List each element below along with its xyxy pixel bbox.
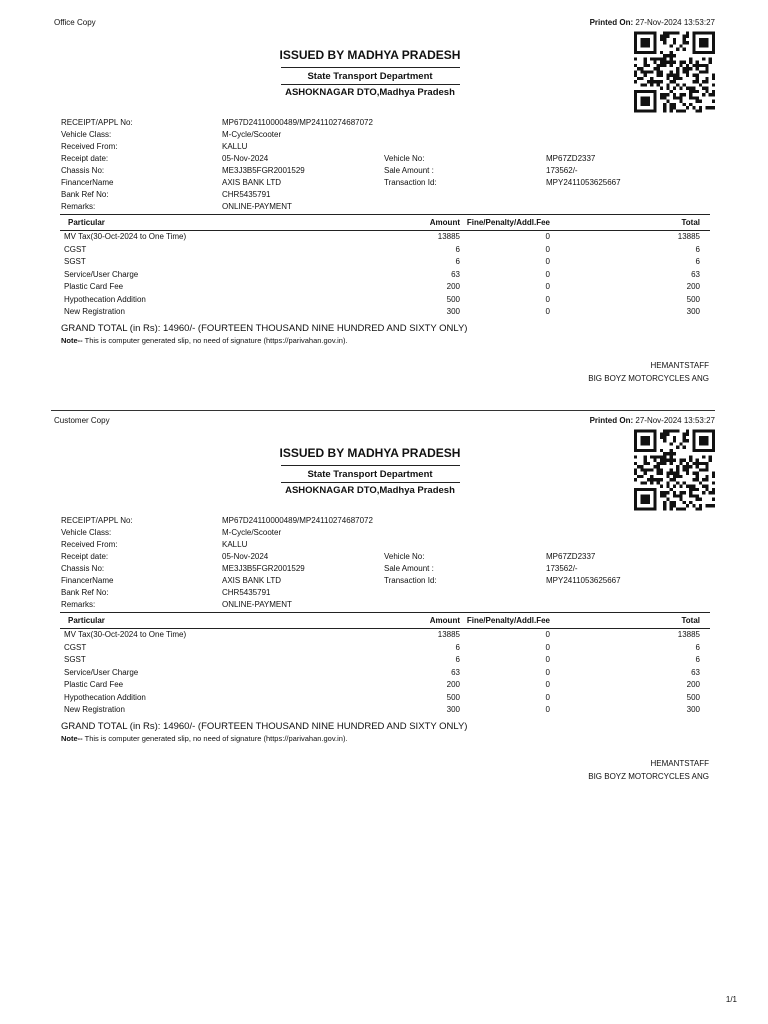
row-fine: 0 (545, 680, 550, 689)
table-row (60, 244, 710, 257)
row-particular: Service/User Charge (64, 269, 139, 279)
sale-amount-value: 173562/- (546, 564, 578, 573)
receipt-appl-label: RECEIPT/APPL No: (61, 516, 133, 525)
vehicle-no-value: MP67ZD2337 (546, 552, 596, 561)
row-fine: 0 (545, 232, 550, 241)
printed-on-label: Printed On: (589, 18, 634, 27)
printed-on (590, 18, 715, 27)
dealer-name: BIG BOYZ MOTORCYCLES ANG (588, 374, 709, 383)
receipt-details (61, 118, 721, 214)
vehicle-class-label: Vehicle Class: (61, 528, 112, 537)
receipt-date-value: 05-Nov-2024 (222, 154, 269, 163)
qr-code-icon (634, 30, 715, 114)
row-particular: CGST (64, 244, 87, 254)
department-name: State Transport Department (307, 71, 433, 82)
note-label: Note-- (61, 336, 83, 345)
financer-value: AXIS BANK LTD (222, 576, 281, 585)
vehicle-class-label: Vehicle Class: (61, 130, 112, 139)
col-particular: Particular (68, 218, 105, 227)
bank-ref-label: Bank Ref No: (61, 190, 109, 199)
table-row (60, 231, 710, 244)
row-amount: 500 (446, 692, 460, 702)
row-total: 200 (686, 680, 700, 689)
sale-amount-label: Sale Amount : (384, 166, 434, 175)
remarks-label: Remarks: (61, 600, 96, 609)
row-total: 300 (686, 705, 700, 714)
row-particular: New Registration (64, 307, 125, 316)
dealer-name: BIG BOYZ MOTORCYCLES ANG (588, 772, 709, 781)
chassis-label: Chassis No: (61, 166, 105, 175)
row-total: 300 (686, 307, 700, 316)
vehicle-no-label: Vehicle No: (384, 552, 425, 561)
col-total: Total (681, 616, 700, 625)
receipt-details (61, 516, 721, 612)
remarks-label: Remarks: (61, 202, 96, 211)
row-particular: New Registration (64, 705, 125, 714)
table-row (60, 667, 710, 680)
bank-ref-label: Bank Ref No: (61, 588, 109, 597)
received-from-label: Received From: (61, 540, 118, 549)
row-amount: 63 (451, 269, 460, 279)
row-particular: SGST (64, 257, 86, 266)
office-name: ASHOKNAGAR DTO,Madhya Pradesh (285, 485, 455, 496)
col-amount: Amount (429, 616, 460, 625)
table-row (60, 692, 710, 705)
row-fine: 0 (545, 269, 550, 279)
row-total: 63 (691, 667, 700, 677)
issuing-user: HEMANTSTAFF (650, 361, 709, 370)
footnote (61, 336, 348, 345)
row-particular: MV Tax(30-Oct-2024 to One Time) (64, 232, 187, 241)
table-row (60, 269, 710, 282)
row-amount: 200 (446, 680, 460, 689)
header-divider (281, 482, 460, 483)
header-divider (281, 67, 460, 68)
note-text: This is computer generated slip, no need of signature (https://parivahan.gov.in). (82, 336, 348, 345)
row-fine: 0 (545, 667, 550, 677)
row-particular: CGST (64, 642, 87, 652)
row-fine: 0 (545, 282, 550, 291)
footnote (61, 734, 348, 743)
department-name: State Transport Department (307, 469, 433, 480)
table-row (60, 704, 710, 717)
vehicle-no-label: Vehicle No: (384, 154, 425, 163)
copy-label: Office Copy (54, 18, 96, 27)
header-divider (281, 84, 460, 85)
issuing-user: HEMANTSTAFF (650, 759, 709, 768)
receipt-appl-value: MP67D24110000489/MP24110274687072 (222, 516, 373, 525)
office-copy-receipt (0, 0, 768, 400)
grand-total: GRAND TOTAL (in Rs): 14960/- (FOURTEEN THOUSAND NINE HUNDRED AND SIXTY ONLY) (61, 721, 468, 732)
bank-ref-value: CHR5435791 (222, 588, 271, 597)
row-fine: 0 (545, 307, 550, 316)
bank-ref-value: CHR5435791 (222, 190, 271, 199)
col-fine: Fine/Penalty/Addl.Fee (466, 616, 550, 625)
transaction-value: MPY2411053625667 (546, 178, 621, 187)
remarks-value: ONLINE-PAYMENT (222, 202, 292, 211)
row-amount: 13885 (437, 630, 460, 639)
row-amount: 13885 (437, 232, 460, 241)
received-from-value: KALLU (222, 540, 248, 549)
table-row (60, 679, 710, 692)
chassis-value: ME3J3B5FGR2001529 (222, 564, 305, 573)
row-fine: 0 (545, 244, 550, 254)
header-divider (281, 465, 460, 466)
col-amount: Amount (429, 218, 460, 227)
customer-copy-receipt (0, 398, 768, 798)
row-particular: Service/User Charge (64, 667, 139, 677)
row-fine: 0 (545, 642, 550, 652)
vehicle-class-value: M-Cycle/Scooter (222, 130, 282, 139)
col-particular: Particular (68, 616, 105, 625)
row-total: 6 (695, 244, 700, 254)
issuer-title: ISSUED BY MADHYA PRADESH (279, 48, 461, 62)
issuer-title: ISSUED BY MADHYA PRADESH (279, 446, 461, 460)
vehicle-class-value: M-Cycle/Scooter (222, 528, 282, 537)
sale-amount-value: 173562/- (546, 166, 578, 175)
transaction-value: MPY2411053625667 (546, 576, 621, 585)
printed-on-value: 27-Nov-2024 13:53:27 (635, 416, 715, 425)
row-total: 13885 (677, 630, 700, 639)
fee-table-header (60, 613, 710, 628)
col-fine: Fine/Penalty/Addl.Fee (466, 218, 550, 227)
row-fine: 0 (545, 705, 550, 714)
row-total: 13885 (677, 232, 700, 241)
row-total: 200 (686, 282, 700, 291)
row-fine: 0 (545, 630, 550, 639)
chassis-value: ME3J3B5FGR2001529 (222, 166, 305, 175)
row-fine: 0 (545, 257, 550, 266)
row-fine: 0 (545, 655, 550, 664)
financer-label: FinancerName (61, 178, 114, 187)
copy-label: Customer Copy (54, 416, 110, 425)
table-row (60, 629, 710, 642)
row-amount: 6 (455, 257, 460, 266)
col-total: Total (681, 218, 700, 227)
receipt-appl-label: RECEIPT/APPL No: (61, 118, 133, 127)
row-fine: 0 (545, 294, 550, 304)
page-number: 1/1 (725, 995, 737, 1004)
row-amount: 6 (455, 642, 460, 652)
note-text: This is computer generated slip, no need of signature (https://parivahan.gov.in). (82, 734, 348, 743)
fee-table (60, 214, 710, 319)
row-total: 6 (695, 257, 700, 266)
row-total: 500 (686, 294, 700, 304)
printed-on-value: 27-Nov-2024 13:53:27 (635, 18, 715, 27)
note-label: Note-- (61, 734, 83, 743)
receipt-date-label: Receipt date: (61, 154, 109, 163)
financer-value: AXIS BANK LTD (222, 178, 281, 187)
receipt-date-label: Receipt date: (61, 552, 109, 561)
chassis-label: Chassis No: (61, 564, 105, 573)
received-from-value: KALLU (222, 142, 248, 151)
transaction-label: Transaction Id: (384, 576, 437, 585)
table-row (60, 256, 710, 269)
row-particular: SGST (64, 655, 86, 664)
row-amount: 63 (451, 667, 460, 677)
table-row (60, 654, 710, 667)
row-total: 6 (695, 655, 700, 664)
table-row (60, 306, 710, 319)
table-row (60, 294, 710, 307)
row-particular: Plastic Card Fee (64, 282, 124, 291)
qr-code-icon (634, 428, 715, 512)
row-amount: 300 (446, 705, 460, 714)
row-amount: 300 (446, 307, 460, 316)
table-row (60, 642, 710, 655)
transaction-label: Transaction Id: (384, 178, 437, 187)
row-total: 6 (695, 642, 700, 652)
row-amount: 6 (455, 244, 460, 254)
row-fine: 0 (545, 692, 550, 702)
row-total: 63 (691, 269, 700, 279)
row-total: 500 (686, 692, 700, 702)
row-amount: 6 (455, 655, 460, 664)
printed-on-label: Printed On: (589, 416, 634, 425)
row-particular: MV Tax(30-Oct-2024 to One Time) (64, 630, 187, 639)
receipt-date-value: 05-Nov-2024 (222, 552, 269, 561)
printed-on (590, 416, 715, 425)
row-particular: Hypothecation Addition (64, 294, 146, 304)
row-amount: 500 (446, 294, 460, 304)
row-particular: Hypothecation Addition (64, 692, 146, 702)
fee-table (60, 612, 710, 717)
received-from-label: Received From: (61, 142, 118, 151)
financer-label: FinancerName (61, 576, 114, 585)
sale-amount-label: Sale Amount : (384, 564, 434, 573)
row-amount: 200 (446, 282, 460, 291)
receipt-appl-value: MP67D24110000489/MP24110274687072 (222, 118, 373, 127)
table-row (60, 281, 710, 294)
remarks-value: ONLINE-PAYMENT (222, 600, 292, 609)
grand-total: GRAND TOTAL (in Rs): 14960/- (FOURTEEN THOUSAND NINE HUNDRED AND SIXTY ONLY) (61, 323, 468, 334)
office-name: ASHOKNAGAR DTO,Madhya Pradesh (285, 87, 455, 98)
row-particular: Plastic Card Fee (64, 680, 124, 689)
fee-table-header (60, 215, 710, 230)
vehicle-no-value: MP67ZD2337 (546, 154, 596, 163)
